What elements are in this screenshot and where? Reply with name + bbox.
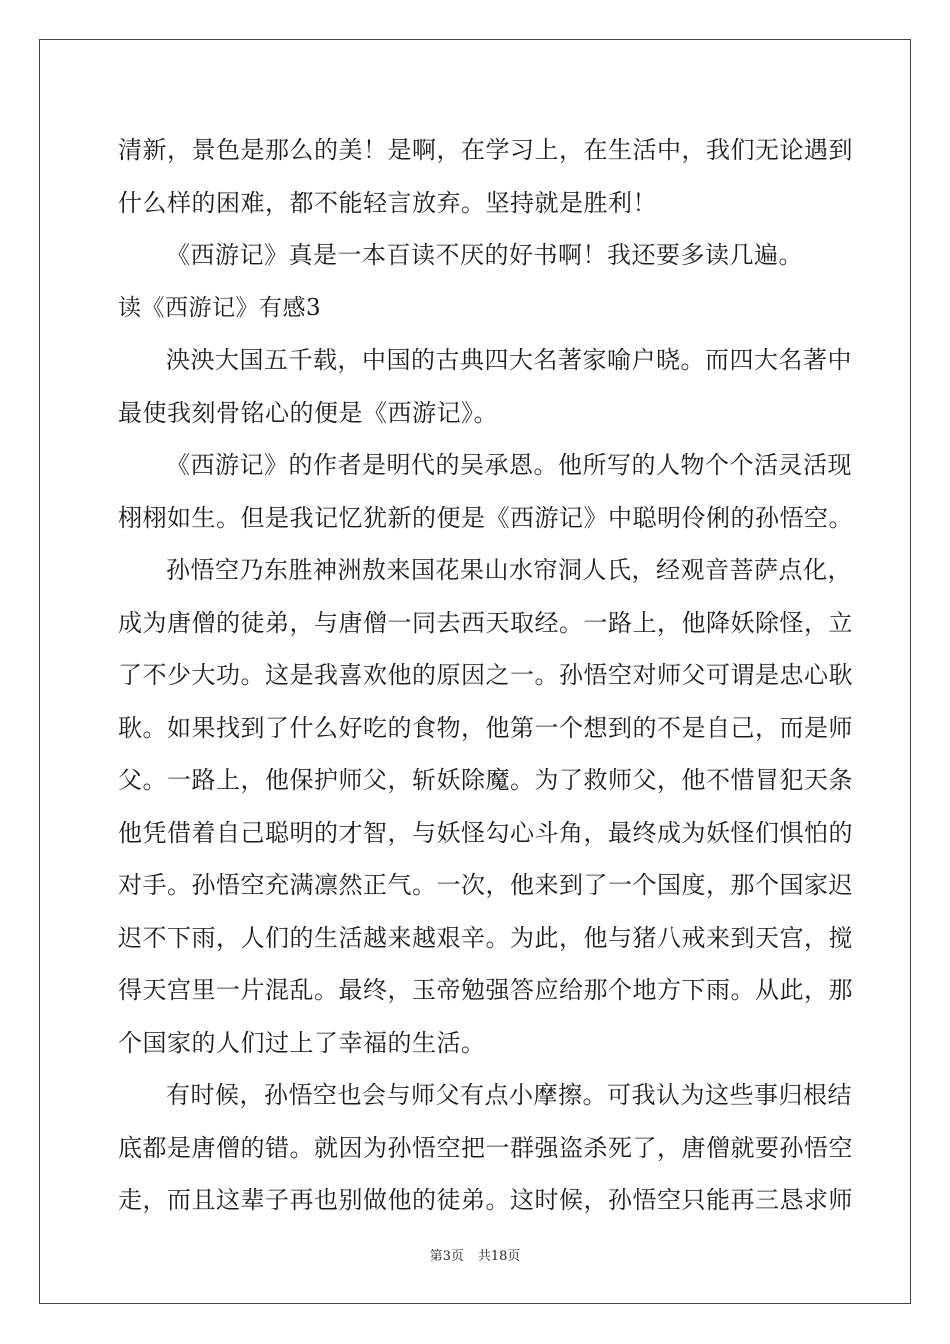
text-line: 了不少大功。这是我喜欢他的原因之一。孙悟空对师父可谓是忠心耿 bbox=[118, 661, 853, 689]
text-line: 得天宫里一片混乱。最终，玉帝勉强答应给那个地方下雨。从此，那 bbox=[118, 976, 853, 1004]
paragraph-start-line: 孙悟空乃东胜神洲敖来国花果山水帘洞人氏，经观音菩萨点化， bbox=[166, 556, 852, 584]
page-footer bbox=[0, 1245, 950, 1264]
text-line: 清新，景色是那么的美！是啊，在学习上，在生活中，我们无论遇到 bbox=[118, 136, 853, 164]
text-line: 他凭借着自己聪明的才智，与妖怪勾心斗角，最终成为妖怪们惧怕的 bbox=[118, 818, 853, 847]
text-line: 最使我刻骨铭心的便是《西游记》。 bbox=[118, 398, 498, 427]
text-line: 父。一路上，他保护师父，斩妖除魔。为了救师父，他不惜冒犯天条 bbox=[118, 766, 853, 794]
text-line: 迟不下雨，人们的生活越来越艰辛。为此，他与猪八戒来到天宫，搅 bbox=[118, 923, 853, 952]
text-line: 对手。孙悟空充满凛然正气。一次，他来到了一个国度，那个国家迟 bbox=[118, 871, 853, 899]
document-body bbox=[118, 124, 853, 1227]
text-line: 走，而且这辈子再也别做他的徒弟。这时候，孙悟空只能再三恳求师 bbox=[118, 1186, 853, 1214]
page-number: 第3页 bbox=[429, 1249, 464, 1264]
text-line: 成为唐僧的徒弟，与唐僧一同去西天取经。一路上，他降妖除怪，立 bbox=[118, 608, 853, 637]
total-pages: 共18页 bbox=[477, 1249, 521, 1264]
paragraph-start-line: 《西游记》的作者是明代的吴承恩。他所写的人物个个活灵活现 bbox=[166, 451, 852, 479]
text-line: 什么样的困难，都不能轻言放弃。坚持就是胜利！ bbox=[118, 188, 657, 217]
text-line: 耿。如果找到了什么好吃的食物，他第一个想到的不是自己，而是师 bbox=[118, 713, 853, 742]
paragraph-start-line: 有时候，孙悟空也会与师父有点小摩擦。可我认为这些事归根结 bbox=[166, 1081, 852, 1109]
paragraph-start-line: 《西游记》真是一本百读不厌的好书啊！我还要多读几遍。 bbox=[166, 241, 803, 269]
text-line: 栩栩如生。但是我记忆犹新的便是《西游记》中聪明伶俐的孙悟空。 bbox=[118, 503, 853, 532]
text-line: 底都是唐僧的错。就因为孙悟空把一群强盗杀死了，唐僧就要孙悟空 bbox=[118, 1133, 853, 1162]
section-heading: 读《西游记》有感3 bbox=[118, 294, 322, 321]
text-line: 个国家的人们过上了幸福的生活。 bbox=[118, 1028, 486, 1057]
paragraph-start-line: 泱泱大国五千载，中国的古典四大名著家喻户晓。而四大名著中 bbox=[166, 346, 852, 374]
